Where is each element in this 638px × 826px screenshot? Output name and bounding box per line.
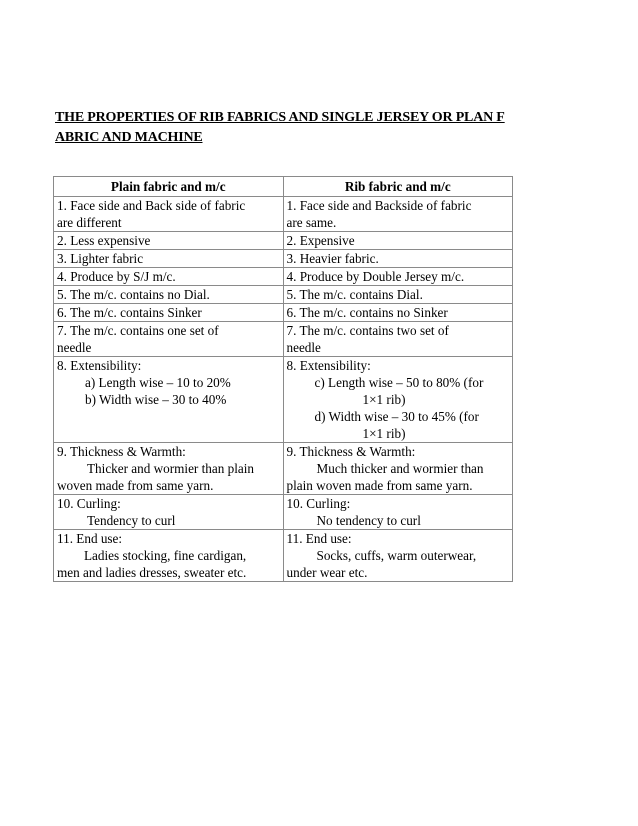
cell-line: under wear etc. xyxy=(286,565,368,580)
table-row-end-use xyxy=(54,530,513,582)
cell-line: are same. xyxy=(286,215,337,230)
table-cell xyxy=(54,443,284,495)
cell-line: 4. Produce by S/J m/c. xyxy=(57,269,176,284)
list-item-continuation: 1×1 rib) xyxy=(362,392,406,407)
cell-heading: 11. End use: xyxy=(57,531,123,546)
cell-line: Ladies stocking, fine cardigan, xyxy=(84,548,247,563)
cell-line: 2. Expensive xyxy=(286,233,355,248)
table-row-curling xyxy=(54,495,513,530)
list-item xyxy=(287,374,510,408)
list-item: a) Length wise – 10 to 20% xyxy=(85,375,231,390)
table-cell xyxy=(54,286,284,304)
cell-line: plain woven made from same yarn. xyxy=(286,478,473,493)
table-cell xyxy=(54,530,284,582)
table-cell xyxy=(54,268,284,286)
cell-heading: 9. Thickness & Warmth: xyxy=(286,444,416,459)
header-rib-fabric: Rib fabric and m/c xyxy=(283,177,513,197)
table-row xyxy=(54,304,513,322)
cell-line: 2. Less expensive xyxy=(57,233,151,248)
table-cell xyxy=(54,304,284,322)
list-item-continuation: 1×1 rib) xyxy=(362,426,406,441)
table-row xyxy=(54,197,513,232)
table-row xyxy=(54,322,513,357)
cell-line: 1. Face side and Backside of fabric xyxy=(286,198,472,213)
table-cell xyxy=(283,286,513,304)
list-item xyxy=(287,408,510,442)
cell-line: No tendency to curl xyxy=(316,513,421,528)
cell-line: 1. Face side and Back side of fabric xyxy=(57,198,246,213)
table-cell xyxy=(54,495,284,530)
list-item-line: d) Width wise – 30 to 45% (for xyxy=(314,409,479,424)
table-row xyxy=(54,268,513,286)
table-cell xyxy=(54,232,284,250)
cell-line: Socks, cuffs, warm outerwear, xyxy=(316,548,477,563)
cell-line: woven made from same yarn. xyxy=(57,478,214,493)
cell-line: needle xyxy=(57,340,92,355)
cell-line: 5. The m/c. contains no Dial. xyxy=(57,287,210,302)
table-cell xyxy=(283,304,513,322)
table-cell xyxy=(283,530,513,582)
table-cell xyxy=(283,232,513,250)
cell-heading: 9. Thickness & Warmth: xyxy=(57,444,186,459)
table-cell xyxy=(283,250,513,268)
cell-line: 7. The m/c. contains one set of xyxy=(57,323,219,338)
table-cell xyxy=(283,495,513,530)
list-item-line: c) Length wise – 50 to 80% (for xyxy=(314,375,484,390)
title-line-1: THE PROPERTIES OF RIB FABRICS AND SINGLE JERSEY OR PLAN F xyxy=(55,110,505,125)
cell-line: Much thicker and wormier than xyxy=(316,461,484,476)
table-cell xyxy=(283,443,513,495)
table-cell xyxy=(54,357,284,443)
cell-line: 6. The m/c. contains no Sinker xyxy=(286,305,448,320)
cell-line: 7. The m/c. contains two set of xyxy=(286,323,449,338)
header-plain-fabric: Plain fabric and m/c xyxy=(54,177,284,197)
table-cell xyxy=(54,197,284,232)
cell-heading: 8. Extensibility: xyxy=(286,358,371,373)
table-row xyxy=(54,286,513,304)
cell-line: needle xyxy=(286,340,321,355)
cell-heading: 8. Extensibility: xyxy=(57,358,142,373)
table-header-row xyxy=(54,177,513,197)
table-cell xyxy=(54,250,284,268)
table-row-extensibility xyxy=(54,357,513,443)
table-cell xyxy=(283,357,513,443)
cell-heading: 10. Curling: xyxy=(57,496,121,511)
cell-heading: 10. Curling: xyxy=(286,496,351,511)
cell-line: 3. Heavier fabric. xyxy=(286,251,379,266)
cell-line: 3. Lighter fabric xyxy=(57,251,144,266)
cell-line: Thicker and wormier than plain xyxy=(87,461,254,476)
table-row xyxy=(54,250,513,268)
cell-line: 4. Produce by Double Jersey m/c. xyxy=(286,269,465,284)
title-line-2: ABRIC AND MACHINE xyxy=(55,130,203,145)
table-row-thickness xyxy=(54,443,513,495)
table-cell xyxy=(283,322,513,357)
table-cell xyxy=(54,322,284,357)
cell-line: Tendency to curl xyxy=(87,513,176,528)
table-cell xyxy=(283,197,513,232)
table-row xyxy=(54,232,513,250)
list-item: b) Width wise – 30 to 40% xyxy=(85,392,227,407)
cell-heading: 11. End use: xyxy=(286,531,352,546)
table-cell xyxy=(283,268,513,286)
comparison-table xyxy=(53,176,513,582)
cell-line: 5. The m/c. contains Dial. xyxy=(286,287,423,302)
cell-line: are different xyxy=(57,215,122,230)
cell-line: men and ladies dresses, sweater etc. xyxy=(57,565,247,580)
document-title xyxy=(55,108,585,148)
cell-line: 6. The m/c. contains Sinker xyxy=(57,305,202,320)
